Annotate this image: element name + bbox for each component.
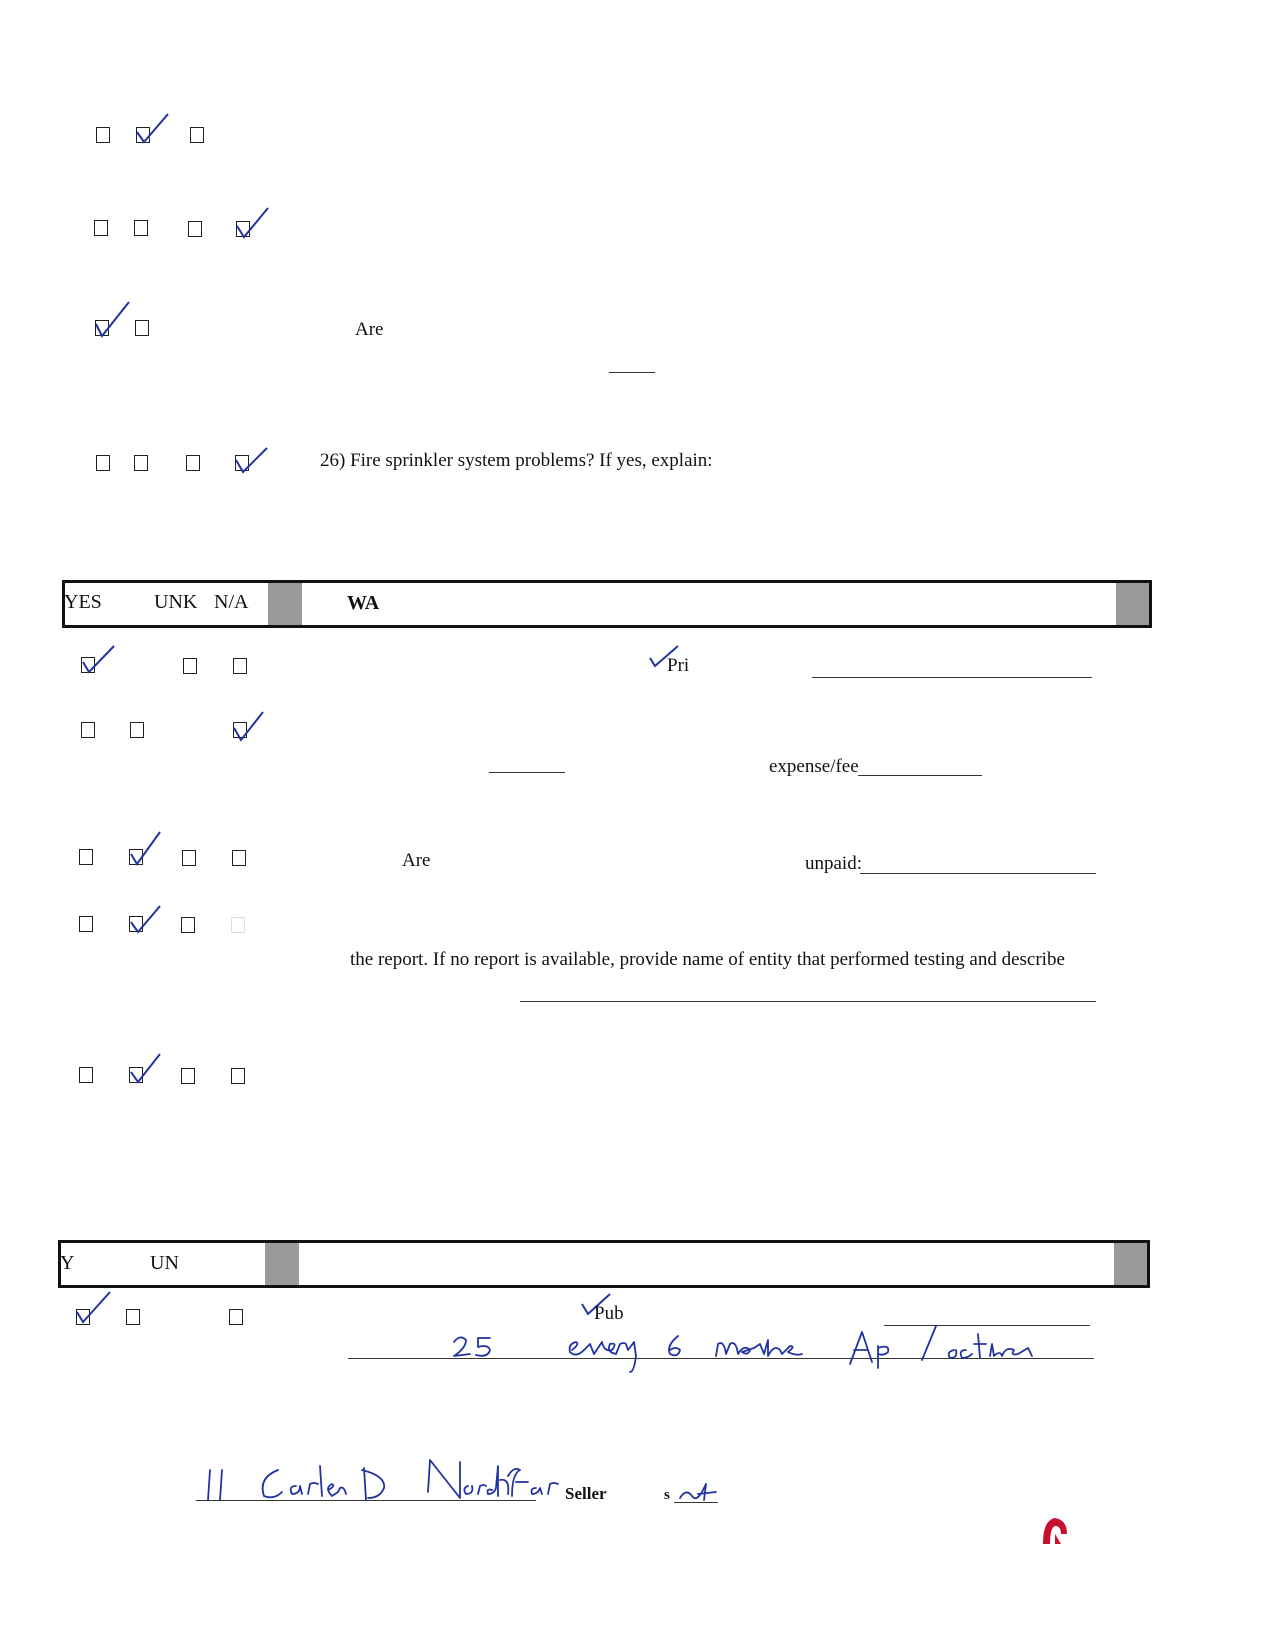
checkbox[interactable] <box>126 1309 140 1325</box>
checkbox[interactable] <box>96 455 110 471</box>
pub-label: Pub <box>594 1303 624 1324</box>
checkbox[interactable] <box>181 1068 195 1084</box>
checkbox[interactable] <box>232 850 246 866</box>
checkbox[interactable] <box>81 657 95 673</box>
checkbox[interactable] <box>134 455 148 471</box>
checkbox[interactable] <box>129 1067 143 1083</box>
header-unk: UNK <box>154 591 198 613</box>
checkbox[interactable] <box>136 127 150 143</box>
checkbox[interactable] <box>79 849 93 865</box>
section-header-bar <box>58 1240 1150 1288</box>
handwriting-initials <box>676 1478 720 1506</box>
checkbox[interactable] <box>181 917 195 933</box>
checkbox[interactable] <box>233 658 247 674</box>
checkbox[interactable] <box>231 1068 245 1084</box>
are-label: Are <box>355 319 384 340</box>
checkbox[interactable] <box>236 221 250 237</box>
answer-line <box>858 775 982 776</box>
are-label: Are <box>402 850 431 871</box>
checkbox[interactable] <box>76 1309 90 1325</box>
checkbox[interactable] <box>129 849 143 865</box>
header-shade <box>1116 583 1149 625</box>
header-un: UN <box>150 1252 179 1274</box>
checkbox[interactable] <box>79 916 93 932</box>
checkbox[interactable] <box>95 320 109 336</box>
unpaid-label: unpaid: <box>805 853 862 874</box>
checkbox[interactable] <box>96 127 110 143</box>
answer-line <box>609 372 655 373</box>
seller-label: Seller <box>565 1484 607 1503</box>
checkbox[interactable] <box>233 722 247 738</box>
pri-label: Pri <box>667 655 690 676</box>
answer-line <box>860 873 1096 874</box>
checkbox[interactable] <box>81 722 95 738</box>
header-title: WA <box>347 592 380 614</box>
header-shade <box>265 1243 299 1285</box>
checkbox[interactable] <box>134 220 148 236</box>
checkbox[interactable] <box>235 455 249 471</box>
checkbox[interactable] <box>229 1309 243 1325</box>
handwriting-address <box>196 1452 566 1507</box>
header-yes: YES <box>64 591 102 613</box>
checkbox[interactable] <box>182 850 196 866</box>
report-instructions: the report. If no report is available, provide name of entity that performed testing and describe <box>350 949 1065 970</box>
header-shade <box>268 583 302 625</box>
logo-icon <box>1040 1514 1070 1546</box>
answer-line <box>489 772 565 773</box>
header-shade <box>1114 1243 1147 1285</box>
checkbox[interactable] <box>186 455 200 471</box>
checkbox[interactable] <box>129 916 143 932</box>
checkbox[interactable] <box>188 221 202 237</box>
answer-line <box>812 677 1092 678</box>
header-na: N/A <box>214 591 249 613</box>
checkbox[interactable] <box>231 917 245 933</box>
checkbox[interactable] <box>79 1067 93 1083</box>
handwriting-service-schedule <box>350 1320 1095 1380</box>
answer-line <box>520 1001 1096 1002</box>
checkbox[interactable] <box>130 722 144 738</box>
checkbox[interactable] <box>190 127 204 143</box>
checkbox[interactable] <box>94 220 108 236</box>
expense-fee-label: expense/fee <box>769 756 859 777</box>
s-label: s <box>664 1487 670 1503</box>
checkbox[interactable] <box>135 320 149 336</box>
header-y: Y <box>60 1252 75 1274</box>
checkbox[interactable] <box>183 658 197 674</box>
question-26: 26) Fire sprinkler system problems? If yes, explain: <box>320 450 713 471</box>
